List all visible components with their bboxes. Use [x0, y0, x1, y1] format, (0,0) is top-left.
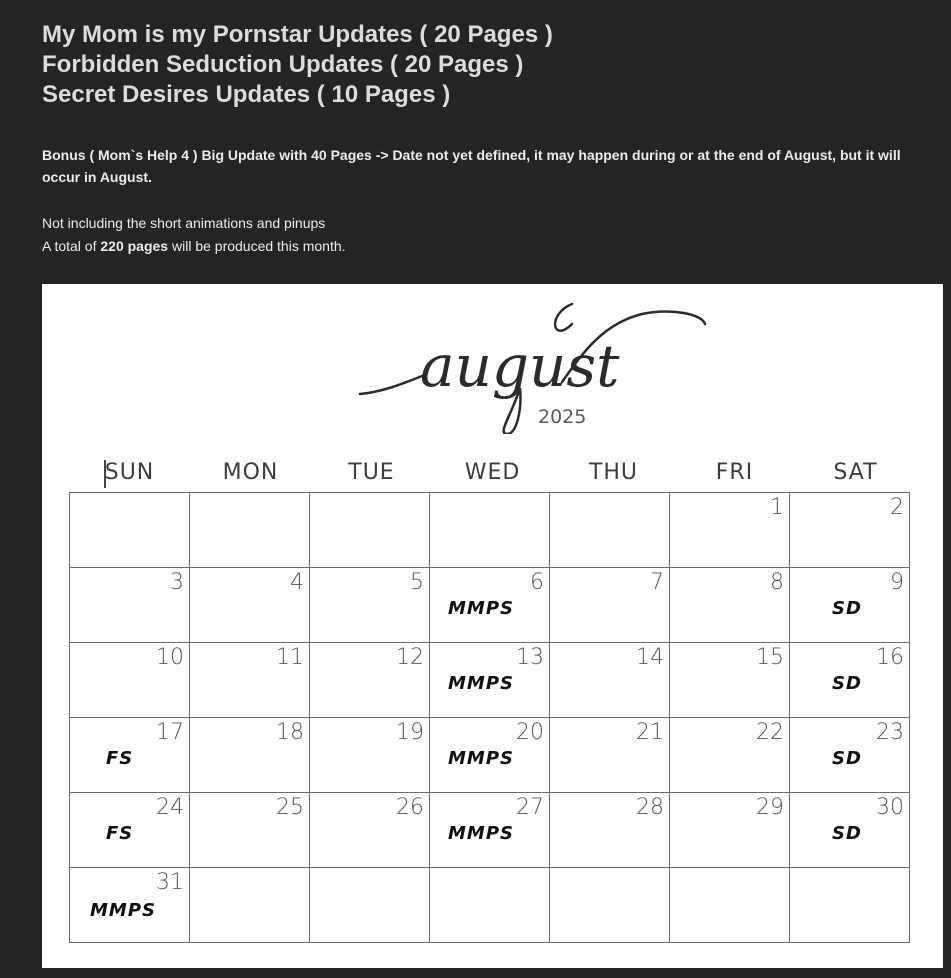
release-tag-mmps: MMPS	[448, 748, 514, 769]
day-number: 5	[410, 570, 424, 595]
day-number: 1	[770, 495, 784, 520]
day-number: 14	[636, 645, 664, 670]
calendar-day-cell	[310, 493, 430, 568]
calendar-day-cell	[430, 718, 550, 793]
calendar-day-cell	[70, 643, 190, 718]
note-prefix: A total of	[42, 238, 101, 254]
calendar-day-cell	[310, 868, 430, 943]
calendar-image	[42, 284, 943, 968]
day-number: 3	[170, 570, 184, 595]
month-label: august	[420, 332, 620, 400]
day-number: 16	[876, 645, 904, 670]
calendar-day-cell	[430, 493, 550, 568]
calendar-day-cell	[790, 868, 910, 943]
calendar-day-cell	[310, 793, 430, 868]
release-tag-fs: FS	[106, 748, 134, 769]
calendar-week-row	[70, 643, 910, 718]
release-tag-mmps: MMPS	[448, 673, 514, 694]
day-number: 17	[156, 720, 184, 745]
calendar-day-cell	[790, 643, 910, 718]
release-tag-sd: SD	[832, 748, 862, 769]
dow-sat: SAT	[833, 460, 878, 485]
day-number: 2	[890, 495, 904, 520]
day-number: 29	[756, 795, 784, 820]
calendar-week-row	[70, 793, 910, 868]
note-line-2	[42, 235, 346, 258]
calendar-day-cell	[430, 868, 550, 943]
day-number: 8	[770, 570, 784, 595]
calendar-day-cell	[310, 718, 430, 793]
calendar-day-cell	[790, 568, 910, 643]
calendar-day-cell	[550, 868, 670, 943]
calendar-day-cell	[190, 643, 310, 718]
dow-thu: THU	[588, 460, 639, 485]
day-number: 4	[290, 570, 304, 595]
day-number: 23	[876, 720, 904, 745]
calendar-day-cell	[70, 718, 190, 793]
year-label: 2025	[538, 406, 587, 428]
headline-mmps: My Mom is my Pornstar Updates ( 20 Pages )	[42, 21, 553, 48]
calendar-day-cell	[670, 868, 790, 943]
calendar-day-cell	[670, 793, 790, 868]
month-script-title	[42, 284, 943, 434]
note-total-pages: 220 pages	[100, 238, 169, 254]
calendar-day-cell	[790, 493, 910, 568]
calendar-day-cell	[550, 718, 670, 793]
calendar-grid	[69, 492, 910, 943]
release-tag-sd: SD	[832, 598, 862, 619]
calendar-day-cell	[670, 718, 790, 793]
release-tag-mmps: MMPS	[90, 900, 156, 921]
calendar-day-cell	[550, 643, 670, 718]
calendar-day-cell	[790, 718, 910, 793]
note-line-1: Not including the short animations and pinups	[42, 215, 326, 231]
day-number: 22	[756, 720, 784, 745]
day-number: 6	[530, 570, 544, 595]
calendar-day-cell	[670, 493, 790, 568]
day-number: 15	[756, 645, 784, 670]
calendar-day-cell	[190, 793, 310, 868]
day-number: 11	[276, 645, 304, 670]
day-number: 13	[516, 645, 544, 670]
production-note	[42, 212, 346, 258]
release-tag-sd: SD	[832, 823, 862, 844]
release-tag-mmps: MMPS	[448, 823, 514, 844]
dow-wed: WED	[464, 460, 521, 485]
calendar-day-cell	[190, 568, 310, 643]
calendar-day-cell	[550, 793, 670, 868]
calendar-day-cell	[430, 568, 550, 643]
calendar-day-cell	[790, 793, 910, 868]
calendar-week-row	[70, 718, 910, 793]
day-number: 26	[396, 795, 424, 820]
headline-secret-desires: Secret Desires Updates ( 10 Pages )	[42, 81, 451, 108]
day-number: 27	[516, 795, 544, 820]
calendar-week-row	[70, 568, 910, 643]
dow-tue: TUE	[348, 460, 395, 485]
calendar-day-cell	[190, 493, 310, 568]
day-number: 7	[650, 570, 664, 595]
day-number: 12	[396, 645, 424, 670]
headline-forbidden-seduction: Forbidden Seduction Updates ( 20 Pages )	[42, 51, 524, 78]
day-number: 28	[636, 795, 664, 820]
calendar-week-row	[70, 493, 910, 568]
dow-mon: MON	[222, 460, 279, 485]
day-number: 21	[636, 720, 664, 745]
calendar-day-cell	[670, 568, 790, 643]
dow-fri: FRI	[715, 460, 754, 485]
calendar-day-cell	[310, 568, 430, 643]
calendar-week-row	[70, 868, 910, 943]
calendar-day-cell	[190, 718, 310, 793]
bonus-note: Bonus ( Mom`s Help 4 ) Big Update with 40 Pages -> Date not yet defined, it may happen during or at the end of August, but it will occur in August.	[42, 147, 901, 185]
calendar-day-cell	[70, 868, 190, 943]
calendar-day-cell	[670, 643, 790, 718]
calendar-day-cell	[430, 643, 550, 718]
day-number: 25	[276, 795, 304, 820]
calendar-day-cell	[70, 793, 190, 868]
release-tag-mmps: MMPS	[448, 598, 514, 619]
day-number: 18	[276, 720, 304, 745]
day-number: 10	[156, 645, 184, 670]
day-number: 31	[156, 870, 184, 895]
note-suffix: will be produced this month.	[168, 238, 346, 254]
day-number: 20	[516, 720, 544, 745]
day-number: 9	[890, 570, 904, 595]
calendar-day-cell	[70, 493, 190, 568]
calendar-day-cell	[550, 568, 670, 643]
calendar-day-cell	[310, 643, 430, 718]
calendar-day-cell	[190, 868, 310, 943]
day-number: 24	[156, 795, 184, 820]
dow-sun: SUN	[104, 460, 155, 485]
calendar-day-cell	[430, 793, 550, 868]
release-tag-fs: FS	[106, 823, 134, 844]
headlines	[42, 20, 553, 110]
release-tag-sd: SD	[832, 673, 862, 694]
calendar-day-cell	[550, 493, 670, 568]
day-number: 30	[876, 795, 904, 820]
calendar-day-cell	[70, 568, 190, 643]
day-number: 19	[396, 720, 424, 745]
